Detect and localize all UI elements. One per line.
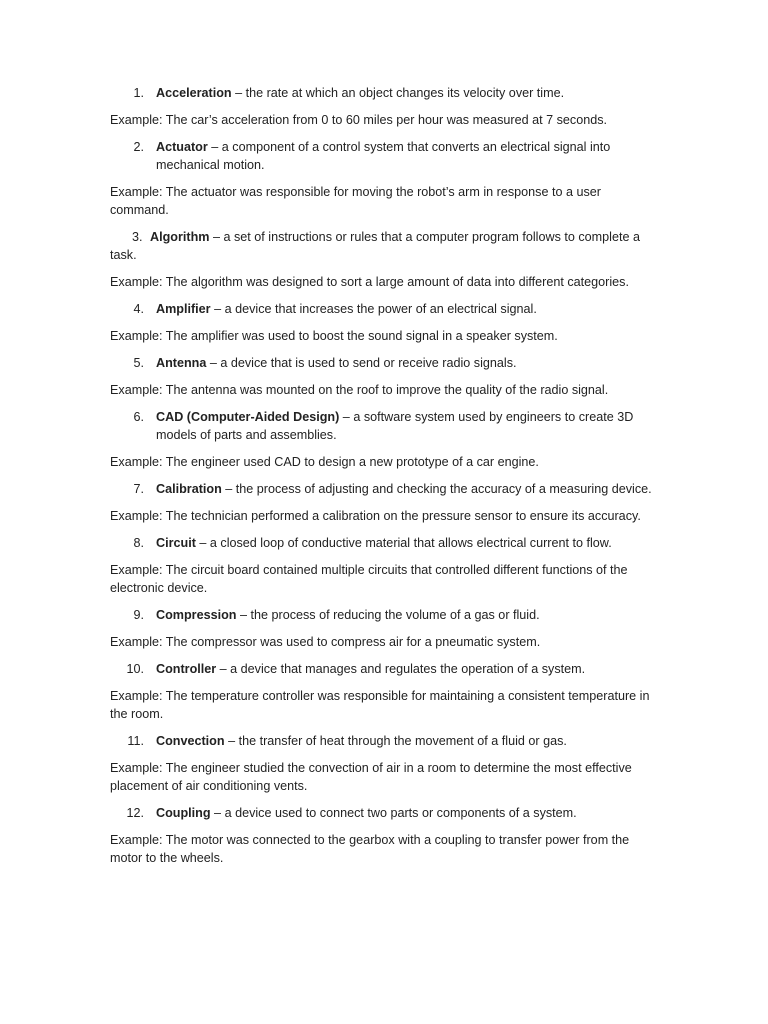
term-number: 10. <box>126 662 144 676</box>
term-name: Circuit <box>156 536 196 550</box>
term-number: 8. <box>133 536 144 550</box>
example-label: Example: <box>110 833 163 847</box>
term-item <box>110 534 660 552</box>
example-text: The car’s acceleration from 0 to 60 miles per hour was measured at 7 seconds. <box>162 113 608 127</box>
term-definition: – a component of a control system that converts an electrical signal into mechanical motion. <box>156 140 611 172</box>
term-item <box>110 354 660 372</box>
term-name: Calibration <box>156 482 222 496</box>
example-text: The technician performed a calibration on the pressure sensor to ensure its accuracy. <box>162 509 641 523</box>
term-item <box>110 606 660 624</box>
example-paragraph <box>110 183 660 219</box>
term-item <box>110 480 660 498</box>
example-label: Example: <box>110 113 163 127</box>
example-text: The engineer used CAD to design a new prototype of a car engine. <box>162 455 539 469</box>
example-paragraph <box>110 687 660 723</box>
example-label: Example: <box>110 635 163 649</box>
example-text: The engineer studied the convection of air in a room to determine the most effective placement of air conditioning vents. <box>110 761 632 793</box>
term-name: Actuator <box>156 140 208 154</box>
term-number: 1. <box>133 86 144 100</box>
term-definition: – a device that is used to send or receive radio signals. <box>206 356 517 370</box>
term-name: Controller <box>156 662 217 676</box>
example-label: Example: <box>110 509 163 523</box>
term-item <box>110 804 660 822</box>
term-definition: – the process of adjusting and checking the accuracy of a measuring device. <box>221 482 652 496</box>
term-name: CAD (Computer-Aided Design) <box>156 410 340 424</box>
example-label: Example: <box>110 761 163 775</box>
term-name: Convection <box>156 734 225 748</box>
term-name: Compression <box>156 608 237 622</box>
term-item <box>110 138 660 174</box>
term-number: 7. <box>133 482 144 496</box>
example-label: Example: <box>110 329 163 343</box>
example-paragraph <box>110 831 660 867</box>
term-definition: – the transfer of heat through the movement of a fluid or gas. <box>224 734 567 748</box>
term-name: Acceleration <box>156 86 232 100</box>
example-paragraph <box>110 507 660 525</box>
example-text: The compressor was used to compress air for a pneumatic system. <box>162 635 541 649</box>
term-definition: – the rate at which an object changes its velocity over time. <box>231 86 565 100</box>
example-text: The actuator was responsible for moving the robot’s arm in response to a user command. <box>110 185 601 217</box>
example-label: Example: <box>110 689 163 703</box>
term-definition: – the process of reducing the volume of a gas or fluid. <box>236 608 540 622</box>
term-item <box>110 408 660 444</box>
term-number: 12. <box>126 806 144 820</box>
term-name: Algorithm <box>150 230 210 244</box>
term-number: 6. <box>133 410 144 424</box>
term-number: 4. <box>133 302 144 316</box>
term-number: 11. <box>127 734 144 748</box>
example-text: The temperature controller was responsible for maintaining a consistent temperature in the room. <box>110 689 650 721</box>
term-definition: – a software system used by engineers to create 3D models of parts and assemblies. <box>156 410 634 442</box>
example-text: The amplifier was used to boost the sound signal in a speaker system. <box>162 329 558 343</box>
term-item <box>110 300 660 318</box>
example-label: Example: <box>110 563 163 577</box>
example-paragraph <box>110 327 660 345</box>
term-definition: – a device that manages and regulates the operation of a system. <box>216 662 586 676</box>
example-text: The motor was connected to the gearbox with a coupling to transfer power from the motor to the wheels. <box>110 833 630 865</box>
term-number: 3. <box>132 230 143 244</box>
term-name: Amplifier <box>156 302 211 316</box>
example-paragraph <box>110 759 660 795</box>
term-definition: – a device used to connect two parts or components of a system. <box>210 806 577 820</box>
example-paragraph <box>110 111 660 129</box>
example-paragraph <box>110 633 660 651</box>
example-paragraph <box>110 453 660 471</box>
example-label: Example: <box>110 275 163 289</box>
term-definition: – a closed loop of conductive material that allows electrical current to flow. <box>195 536 612 550</box>
example-paragraph <box>110 381 660 399</box>
term-item <box>110 84 660 102</box>
term-item <box>110 660 660 678</box>
term-number: 2. <box>133 140 144 154</box>
example-label: Example: <box>110 383 163 397</box>
term-name: Coupling <box>156 806 211 820</box>
example-text: The antenna was mounted on the roof to improve the quality of the radio signal. <box>162 383 609 397</box>
term-name: Antenna <box>156 356 207 370</box>
term-definition: – a set of instructions or rules that a computer program follows to complete a task. <box>110 230 640 262</box>
term-item <box>110 228 660 264</box>
term-number: 5. <box>133 356 144 370</box>
example-paragraph <box>110 561 660 597</box>
example-paragraph <box>110 273 660 291</box>
example-label: Example: <box>110 185 163 199</box>
term-item <box>110 732 660 750</box>
term-definition: – a device that increases the power of an electrical signal. <box>210 302 537 316</box>
example-text: The circuit board contained multiple circuits that controlled different functions of the electronic device. <box>110 563 628 595</box>
example-text: The algorithm was designed to sort a large amount of data into different categories. <box>162 275 629 289</box>
example-label: Example: <box>110 455 163 469</box>
term-number: 9. <box>133 608 144 622</box>
